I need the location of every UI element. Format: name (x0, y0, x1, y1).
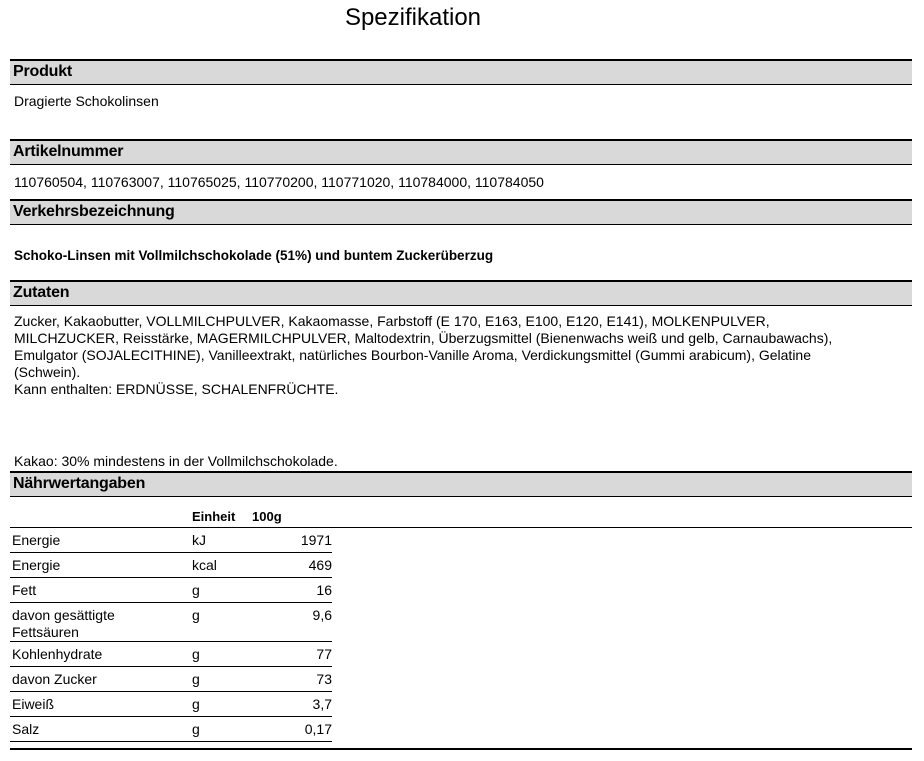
row-spacer (332, 642, 912, 667)
row-spacer (332, 578, 912, 603)
row-spacer (332, 553, 912, 578)
nutrient-value: 16 (252, 578, 332, 603)
section-heading-produkt: Produkt (10, 59, 912, 85)
zutaten-text: Zucker, Kakaobutter, VOLLMILCHPULVER, Kakaomasse, Farbstoff (E 170, E163, E100, E120, E141), MOLKENPULVER, MILCHZUCKER, Reisstärke, MAGERMILCHPULVER, Maltodextrin, Überzugsmittel (Bienenwachs weiß und gelb, Carnaubawachs), Emulgator (SOJALECITHINE), Vanilleextrakt, natürliches Bourbon-Vanille Aroma, Verdickungsmittel (Gummi arabicum), Gelatine (Schwein). Kann enthalten: ERDNÜSSE, SCHALENFRÜCHTE. (14, 313, 833, 397)
table-row (10, 603, 912, 642)
table-row (10, 692, 912, 717)
table-row (10, 553, 912, 578)
section-heading-artikelnummer: Artikelnummer (10, 139, 912, 165)
nutrient-value: 77 (252, 642, 332, 667)
table-row (10, 528, 912, 553)
nutrient-value: 0,17 (252, 717, 332, 742)
nutrient-unit: kJ (192, 528, 252, 553)
produkt-text: Dragierte Schokolinsen (14, 93, 159, 109)
nutrient-unit: g (192, 692, 252, 717)
nutrient-name: davon Zucker (10, 667, 192, 692)
nutrient-name: Fett (10, 578, 192, 603)
page-title: Spezifikation (344, 4, 482, 31)
nutrient-name: davon gesättigte Fettsäuren (10, 603, 192, 642)
nutrient-unit: g (192, 667, 252, 692)
nutrition-header-row (10, 505, 912, 528)
nutrient-name: Energie (10, 553, 192, 578)
nutrient-unit: g (192, 717, 252, 742)
table-row (10, 717, 912, 742)
nutrient-name: Kohlenhydrate (10, 642, 192, 667)
nutrient-unit: kcal (192, 553, 252, 578)
row-spacer (332, 667, 912, 692)
bottom-rule (10, 748, 912, 750)
nutrient-value: 3,7 (252, 692, 332, 717)
row-spacer (332, 717, 912, 742)
section-heading-verkehrsbezeichnung: Verkehrsbezeichnung (10, 199, 912, 225)
table-row (10, 667, 912, 692)
nutrient-name: Salz (10, 717, 192, 742)
row-spacer (332, 528, 912, 553)
nutrition-table (10, 505, 912, 742)
row-spacer (332, 603, 912, 642)
nutrient-value: 469 (252, 553, 332, 578)
table-row (10, 642, 912, 667)
nutrient-name: Energie (10, 528, 192, 553)
nutrient-unit: g (192, 603, 252, 642)
header-rest (332, 505, 912, 528)
nutrient-unit: g (192, 578, 252, 603)
nutrient-value: 9,6 (252, 603, 332, 642)
nutrient-unit: g (192, 642, 252, 667)
table-row (10, 578, 912, 603)
nutrient-name: Eiweiß (10, 692, 192, 717)
header-empty (10, 505, 192, 528)
header-value: 100g (252, 505, 332, 528)
verkehrsbezeichnung-text: Schoko-Linsen mit Vollmilchschokolade (51%) und buntem Zuckerüberzug (14, 248, 494, 263)
artikelnummer-text: 110760504, 110763007, 110765025, 110770200, 110771020, 110784000, 110784050 (14, 174, 544, 190)
nutrient-value: 73 (252, 667, 332, 692)
nutrient-value: 1971 (252, 528, 332, 553)
section-heading-zutaten: Zutaten (10, 280, 912, 306)
row-spacer (332, 692, 912, 717)
header-unit: Einheit (192, 505, 252, 528)
section-heading-naehrwerte: Nährwertangaben (10, 471, 912, 497)
kakao-text: Kakao: 30% mindestens in der Vollmilchschokolade. (14, 453, 338, 469)
